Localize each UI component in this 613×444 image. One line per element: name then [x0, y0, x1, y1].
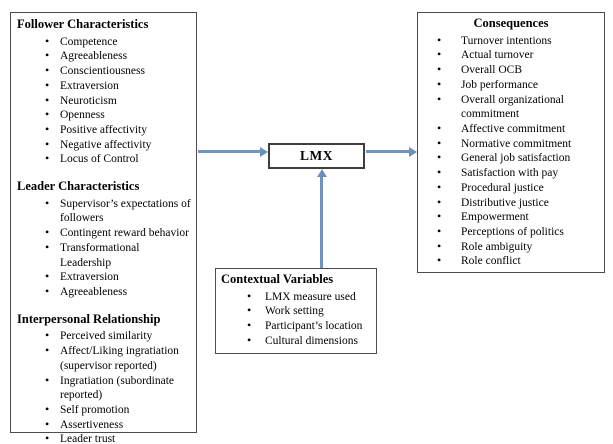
- list-item: • Competence: [45, 35, 193, 50]
- list-item: • Extraversion: [45, 79, 193, 94]
- list-item: • Normative commitment: [437, 137, 602, 152]
- list-item: • Work setting: [247, 304, 374, 319]
- list-item: • Locus of Control: [45, 152, 193, 167]
- list-item: • Positive affectivity: [45, 123, 193, 138]
- arrowhead-up-icon: [317, 169, 327, 177]
- list-item: • Distributive justice: [437, 196, 602, 211]
- consequences-list: [420, 34, 602, 270]
- arrow-line: [320, 176, 323, 268]
- list-item: • Role ambiguity: [437, 240, 602, 255]
- leader-characteristics-list: [17, 197, 193, 300]
- list-item: • Turnover intentions: [437, 34, 602, 49]
- list-item: • Role conflict: [437, 254, 602, 269]
- consequences-heading: Consequences: [473, 16, 549, 30]
- arrow-line: [366, 150, 409, 153]
- list-item: • Negative affectivity: [45, 138, 193, 153]
- list-item: • Job performance: [437, 78, 602, 93]
- list-item: • Perceived similarity: [45, 329, 193, 344]
- list-item: • Supervisor’s expectations of followers: [45, 197, 193, 226]
- list-item: • Overall OCB: [437, 63, 602, 78]
- leader-characteristics-section: [17, 179, 193, 300]
- list-item: • LMX measure used: [247, 290, 374, 305]
- list-item: • Assertiveness: [45, 418, 193, 433]
- contextual-variables-list: [221, 290, 374, 349]
- antecedents-box: [10, 12, 197, 444]
- contextual-variables-box: [215, 268, 377, 354]
- interpersonal-relationship-list: [17, 329, 193, 444]
- list-item: • Leader trust: [45, 432, 193, 444]
- follower-characteristics-list: [17, 35, 193, 167]
- contextual-variables-heading: Contextual Variables: [221, 272, 334, 286]
- list-item: • Ingratiation (subordinate reported): [45, 374, 193, 403]
- list-item: • Participant’s location: [247, 319, 374, 334]
- list-item: • Perceptions of politics: [437, 225, 602, 240]
- list-item: • Conscientiousness: [45, 64, 193, 79]
- list-item: • Empowerment: [437, 210, 602, 225]
- list-item: • Actual turnover: [437, 48, 602, 63]
- list-item: • Extraversion: [45, 270, 193, 285]
- list-item: • Neuroticism: [45, 94, 193, 109]
- list-item: • Agreeableness: [45, 49, 193, 64]
- list-item: • General job satisfaction: [437, 151, 602, 166]
- list-item: • Satisfaction with pay: [437, 166, 602, 181]
- list-item: • Overall organizational commitment: [437, 93, 602, 122]
- list-item: • Affect/Liking ingratiation (supervisor reported): [45, 344, 193, 373]
- list-item: • Openness: [45, 108, 193, 123]
- interpersonal-relationship-heading: Interpersonal Relationship: [17, 311, 161, 326]
- arrowhead-right-icon: [409, 147, 417, 157]
- follower-characteristics-heading: Follower Characteristics: [17, 17, 149, 31]
- consequences-box: [417, 12, 605, 273]
- arrowhead-right-icon: [260, 147, 268, 157]
- lmx-box: [268, 143, 365, 169]
- list-item: • Cultural dimensions: [247, 334, 374, 349]
- interpersonal-relationship-section: [17, 312, 193, 444]
- arrow-line: [198, 150, 260, 153]
- follower-characteristics-section: [17, 17, 193, 167]
- list-item: • Transformational Leadership: [45, 241, 193, 270]
- list-item: • Procedural justice: [437, 181, 602, 196]
- list-item: • Agreeableness: [45, 285, 193, 300]
- leader-characteristics-heading: Leader Characteristics: [17, 179, 140, 194]
- lmx-label: LMX: [300, 148, 333, 163]
- list-item: • Contingent reward behavior: [45, 226, 193, 241]
- list-item: • Affective commitment: [437, 122, 602, 137]
- list-item: • Self promotion: [45, 403, 193, 418]
